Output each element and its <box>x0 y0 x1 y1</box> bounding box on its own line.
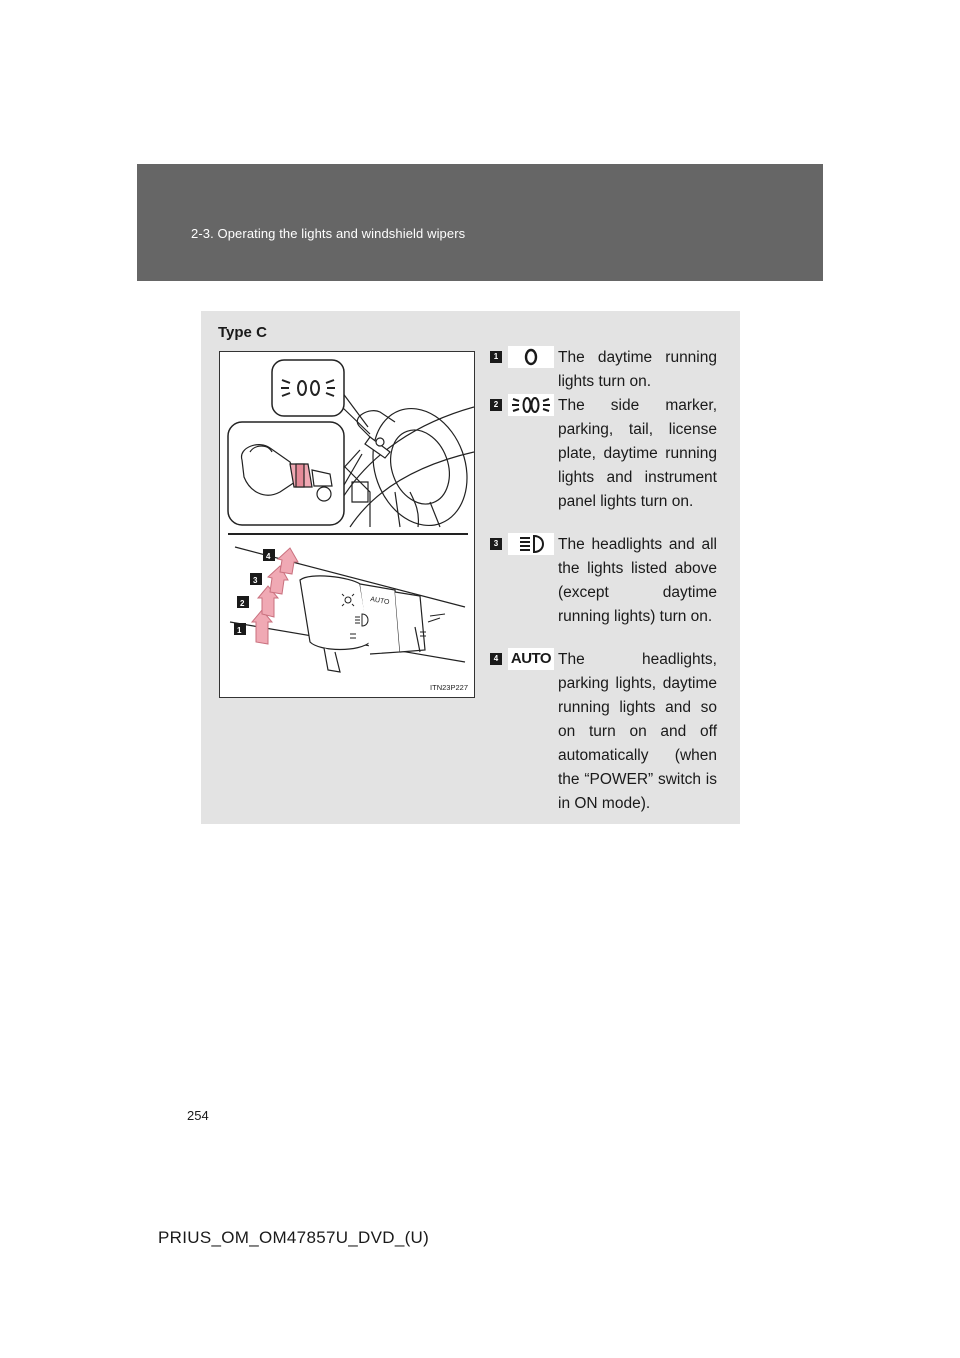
item-number: 3 <box>490 538 502 550</box>
daytime-running-light-icon <box>508 346 554 368</box>
item-description: The side marker, parking, tail, license plate, daytime running lights and instrument panel lights turn on. <box>558 397 717 510</box>
auto-switch-label: AUTO <box>369 596 390 607</box>
side-marker-light-icon <box>508 394 554 416</box>
type-label: Type C <box>218 324 267 341</box>
illustration-drawing <box>220 352 474 697</box>
content-box <box>201 311 740 824</box>
item-description: The headlights and all the lights listed above (except daytime running lights) turn on. <box>558 536 717 625</box>
figure-marker-4: 4 <box>266 552 271 561</box>
figure-code: ITN23P227 <box>430 683 468 692</box>
figure-marker-1: 1 <box>237 626 242 635</box>
item-number: 1 <box>490 351 502 363</box>
item-description: The headlights, parking lights, daytime running lights and so on turn on and off automatically (when the “POWER” switch is in ON mode). <box>558 651 717 812</box>
item-number: 2 <box>490 399 502 411</box>
figure-marker-2: 2 <box>240 599 245 608</box>
item-number: 4 <box>490 653 502 665</box>
auto-mode-symbol: AUTO <box>508 648 554 670</box>
section-header <box>137 164 823 281</box>
section-title: 2-3. Operating the lights and windshield wipers <box>191 226 466 241</box>
page-number: 254 <box>187 1108 209 1123</box>
headlight-icon <box>508 533 554 555</box>
figure-marker-3: 3 <box>253 576 258 585</box>
light-switch-illustration <box>219 351 475 698</box>
document-code: PRIUS_OM_OM47857U_DVD_(U) <box>158 1228 430 1247</box>
item-description: The daytime running lights turn on. <box>558 349 717 390</box>
